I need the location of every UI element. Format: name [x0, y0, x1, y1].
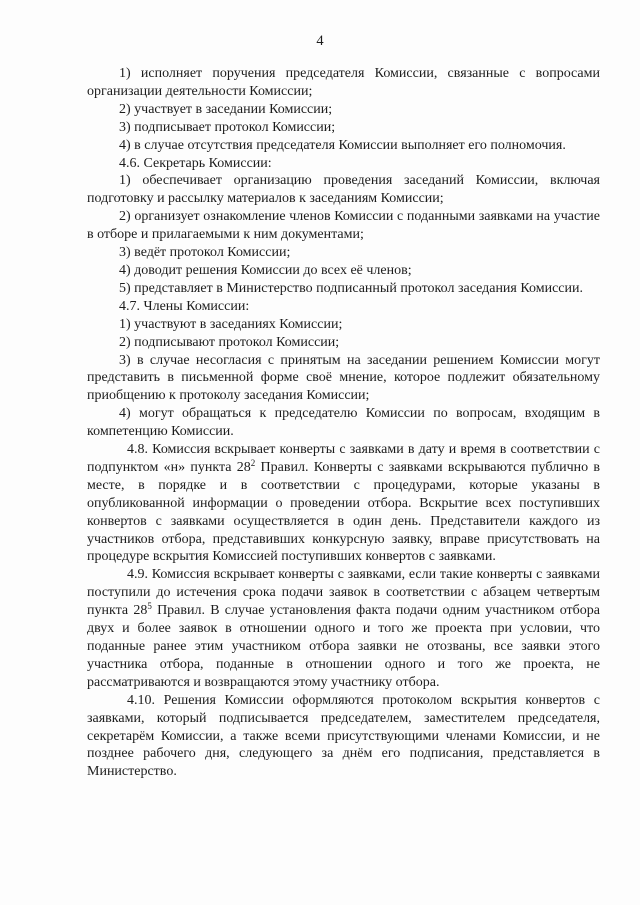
- paragraph: [87, 244, 600, 262]
- paragraph-text: 4.10. Решения Комиссии оформляются протоколом вскрытия конвертов с заявками, который подписывается председателем, заместителем председателя, секретарём Комиссии, а также всеми присутствующими членами Комиссии, и не позднее рабочего дня, следующего за днём его подписания, представляется в Министерство.: [87, 692, 600, 780]
- paragraph-text: 4) доводит решения Комиссии до всех её членов;: [119, 262, 412, 278]
- paragraph-text: 3) в случае несогласия с принятым на заседании решением Комиссии могут представить в письменной форме своё мнение, которое подлежит обязательному приобщению к протоколу заседания Комиссии;: [87, 352, 600, 404]
- paragraph-text: 4.9. Комиссия вскрывает конверты с заявками, если такие конверты с заявками поступили до истечения срока подачи заявок в соответствии с абзацем четвертым пункта 28: [87, 567, 600, 619]
- paragraph-text: 4) могут обращаться к председателю Комиссии по вопросам, входящим в компетенцию Комиссии.: [87, 406, 600, 440]
- paragraph: [87, 316, 600, 334]
- paragraph-text: 5) представляет в Министерство подписанный протокол заседания Комиссии.: [119, 280, 584, 296]
- paragraph-text: 2) организует ознакомление членов Комиссии с поданными заявками на участие в отборе и прилагаемыми к ним документами;: [87, 209, 600, 243]
- paragraph: [87, 405, 600, 441]
- paragraph: [87, 280, 600, 298]
- paragraph: [87, 692, 600, 782]
- paragraph: [87, 119, 600, 137]
- paragraph: [87, 352, 600, 406]
- paragraph-text: 2) участвует в заседании Комиссии;: [119, 101, 333, 117]
- paragraph: [87, 137, 600, 155]
- paragraph-text: 2) подписывают протокол Комиссии;: [119, 334, 340, 350]
- paragraph-text: 1) участвуют в заседаниях Комиссии;: [119, 316, 343, 332]
- paragraph: [87, 262, 600, 280]
- paragraph-text-continued: Правил. В случае установления факта подачи одним участником отбора двух и более заявок в отношении одного и того же проекта при условии, что поданные ранее этим участником отбора заявки не отозваны, все заявки этого участника отбора, поданные в отношении одного и того же проекта, не рассматриваются и возвращаются этому участнику отбора.: [87, 603, 600, 690]
- paragraph-text: 3) подписывает протокол Комиссии;: [119, 119, 336, 135]
- paragraph-text-continued: Правил. Конверты с заявками вскрываются публично в месте, в порядке и в соответствии с процедурами, которые указаны в опубликованной информации о проведении отбора. Вскрытие всех поступивших конвертов с заявками осуществляется в один день. Представители каждого из участников отбора, представивших конкурсную заявку, вправе присутствовать на процедуре вскрытия Комиссией поступивших конвертов с заявками.: [87, 459, 600, 565]
- paragraph: [87, 208, 600, 244]
- paragraph: [87, 566, 600, 691]
- paragraph: [87, 65, 600, 101]
- paragraph: [87, 155, 600, 173]
- paragraph: [87, 334, 600, 352]
- paragraph: [87, 101, 600, 119]
- paragraph: [87, 298, 600, 316]
- paragraph-text: 1) исполняет поручения председателя Комиссии, связанные с вопросами организации деятельности Комиссии;: [87, 66, 600, 99]
- paragraph-text: 3) ведёт протокол Комиссии;: [119, 245, 291, 261]
- paragraph: [87, 172, 600, 208]
- page-number: 4: [316, 33, 324, 49]
- document-body: [87, 65, 600, 781]
- paragraph: [87, 441, 600, 566]
- superscript: 2: [250, 457, 256, 468]
- paragraph-text: 4.6. Секретарь Комиссии:: [119, 155, 272, 171]
- paragraph-text: 4.7. Члены Комиссии:: [119, 298, 250, 314]
- paragraph-text: 4) в случае отсутствия председателя Комиссии выполняет его полномочия.: [119, 137, 566, 153]
- superscript: 5: [147, 601, 152, 612]
- paragraph-text: 1) обеспечивает организацию проведения заседаний Комиссии, включая подготовку и рассылку материалов к заседаниям Комиссии;: [87, 173, 600, 207]
- paragraph-text: 4.8. Комиссия вскрывает конверты с заявками в дату и время в соответствии с подпунктом «н» пункта 28: [87, 442, 600, 475]
